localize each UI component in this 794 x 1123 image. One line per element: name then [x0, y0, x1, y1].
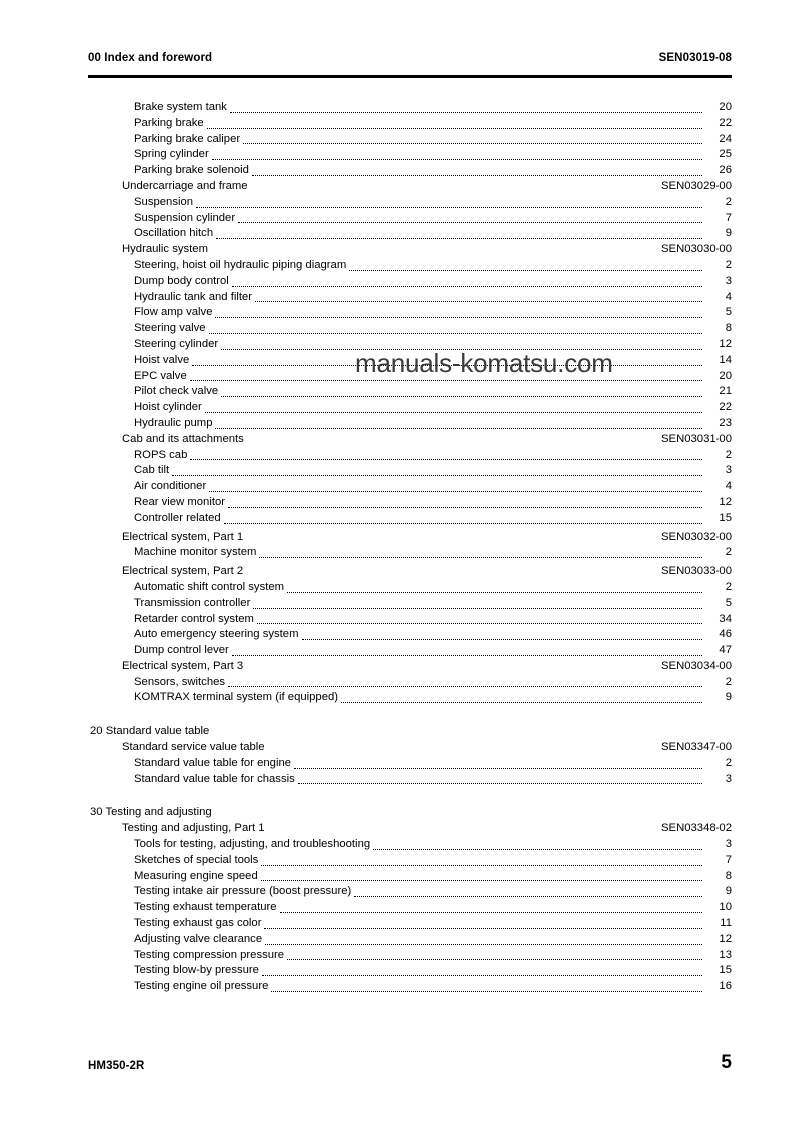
toc-dot-leader — [224, 523, 702, 524]
toc-dot-leader — [232, 655, 702, 656]
toc-dot-leader — [196, 207, 702, 208]
toc-entry — [88, 675, 732, 691]
toc-dot-leader — [298, 783, 702, 784]
toc-entry — [88, 369, 732, 385]
toc-entry — [88, 643, 732, 659]
toc-entry-label: Hydraulic pump — [134, 416, 213, 429]
toc-section-code: SEN03034-00 — [661, 659, 732, 672]
toc-dot-leader — [257, 623, 702, 624]
toc-page-number: 15 — [719, 511, 732, 524]
toc-entry-label: Oscillation hitch — [134, 227, 214, 240]
toc-page-number: 26 — [719, 164, 732, 177]
toc-entry — [88, 384, 732, 400]
toc-dot-leader — [265, 944, 702, 945]
toc-dot-leader — [280, 912, 702, 913]
header-section-title: 00 Index and foreword — [88, 52, 213, 64]
toc-entry-label: 30 Testing and adjusting — [90, 806, 212, 819]
toc-page-number: 23 — [719, 416, 732, 429]
toc-entry-label: Flow amp valve — [134, 306, 213, 319]
toc-dot-leader — [228, 686, 702, 687]
toc-entry — [88, 963, 732, 979]
toc-entry-label: Measuring engine speed — [134, 869, 258, 882]
toc-page-number: 25 — [719, 148, 732, 161]
toc-section-heading — [88, 179, 732, 195]
toc-dot-leader — [238, 222, 702, 223]
toc-entry-label: Cab tilt — [134, 464, 170, 477]
toc-page-number: 2 — [725, 675, 732, 688]
toc-dot-leader — [354, 896, 702, 897]
toc-dot-leader — [172, 475, 702, 476]
toc-dot-leader — [230, 112, 702, 113]
toc-page-number: 2 — [725, 546, 732, 559]
toc-dot-leader — [261, 880, 702, 881]
toc-section-code: SEN03033-00 — [661, 565, 732, 578]
toc-entry-label: Parking brake — [134, 116, 204, 129]
toc-entry-label: Hydraulic system — [122, 243, 209, 256]
toc-dot-leader — [259, 557, 702, 558]
toc-page-number: 3 — [725, 274, 732, 287]
toc-page-number: 12 — [719, 932, 732, 945]
toc-entry — [88, 916, 732, 932]
toc-entry — [88, 416, 732, 432]
toc-dot-leader — [294, 768, 702, 769]
toc-entry — [88, 226, 732, 242]
toc-entry — [88, 932, 732, 948]
toc-entry-label: Spring cylinder — [134, 148, 209, 161]
toc-entry-label: 20 Standard value table — [90, 725, 210, 738]
toc-page-number: 2 — [725, 580, 732, 593]
toc-dot-leader — [287, 959, 702, 960]
toc-section-heading — [88, 530, 732, 546]
toc-page-number: 20 — [719, 369, 732, 382]
toc-dot-leader — [205, 412, 702, 413]
toc-entry-label: Testing compression pressure — [134, 948, 285, 961]
toc-entry — [88, 258, 732, 274]
toc-entry-label: Pilot check valve — [134, 385, 219, 398]
toc-page-number: 7 — [725, 211, 732, 224]
toc-entry — [88, 545, 732, 561]
toc-page-number: 4 — [725, 290, 732, 303]
toc-entry-label: Sketches of special tools — [134, 853, 259, 866]
toc-dot-leader — [261, 865, 702, 866]
toc-entry — [88, 853, 732, 869]
header-divider-rule — [88, 75, 732, 78]
table-of-contents — [88, 100, 732, 995]
toc-page-number: 24 — [719, 132, 732, 145]
toc-entry-label: Suspension cylinder — [134, 211, 236, 224]
watermark-text: manuals-komatsu.com — [355, 348, 613, 378]
toc-dot-leader — [262, 975, 702, 976]
toc-dot-leader — [228, 507, 702, 508]
toc-entry — [88, 353, 732, 369]
toc-entry — [88, 337, 732, 353]
toc-entry — [88, 132, 732, 148]
toc-entry — [88, 163, 732, 179]
toc-entry-label: Cab and its attachments — [122, 432, 244, 445]
toc-page-number: 3 — [725, 464, 732, 477]
toc-dot-leader — [190, 459, 702, 460]
toc-page-number: 2 — [725, 756, 732, 769]
toc-section-heading — [88, 821, 732, 837]
toc-page-number: 9 — [725, 227, 732, 240]
toc-entry — [88, 837, 732, 853]
toc-entry-label: Transmission controller — [134, 596, 251, 609]
toc-section-code: SEN03031-00 — [661, 432, 732, 445]
toc-entry — [88, 580, 732, 596]
toc-page-number: 46 — [719, 628, 732, 641]
toc-page-number: 12 — [719, 495, 732, 508]
toc-page-number: 20 — [719, 101, 732, 113]
toc-entry-label: Testing exhaust temperature — [134, 901, 277, 914]
toc-entry-label: Electrical system, Part 2 — [122, 565, 244, 578]
toc-entry-label: Testing engine oil pressure — [134, 980, 269, 993]
toc-page-number: 22 — [719, 401, 732, 414]
toc-page-number: 11 — [720, 917, 732, 930]
toc-entry — [88, 884, 732, 900]
toc-entry — [88, 479, 732, 495]
toc-entry-label: Standard value table for engine — [134, 756, 292, 769]
toc-entry — [88, 448, 732, 464]
toc-entry-label: Testing blow-by pressure — [134, 964, 259, 977]
toc-page-number: 9 — [725, 691, 732, 704]
toc-section-code: SEN03030-00 — [661, 243, 732, 256]
toc-page-number: 8 — [725, 322, 732, 335]
toc-section-heading — [88, 724, 732, 740]
toc-page-number: 9 — [725, 885, 732, 898]
toc-entry-label: Machine monitor system — [134, 546, 257, 559]
toc-entry — [88, 869, 732, 885]
toc-entry — [88, 948, 732, 964]
toc-entry — [88, 690, 732, 706]
toc-entry-label: Parking brake caliper — [134, 132, 241, 145]
toc-page-number: 5 — [725, 596, 732, 609]
toc-dot-leader — [221, 396, 702, 397]
toc-page-number: 7 — [725, 853, 732, 866]
toc-page-number: 14 — [719, 353, 732, 366]
toc-section-code: SEN03032-00 — [661, 530, 732, 543]
toc-dot-leader — [341, 702, 702, 703]
toc-dot-leader — [215, 317, 702, 318]
toc-entry — [88, 979, 732, 995]
toc-page-number: 3 — [725, 838, 732, 851]
toc-entry-label: KOMTRAX terminal system (if equipped) — [134, 691, 339, 704]
page-header — [88, 52, 732, 64]
toc-page-number: 13 — [719, 948, 732, 961]
toc-page-number: 34 — [719, 612, 732, 625]
toc-entry-label: Air conditioner — [134, 480, 207, 493]
toc-dot-leader — [209, 333, 702, 334]
toc-entry — [88, 195, 732, 211]
toc-entry-label: Hoist valve — [134, 353, 190, 366]
toc-dot-leader — [212, 159, 702, 160]
toc-entry-label: Dump body control — [134, 274, 229, 287]
toc-page-number: 3 — [725, 772, 732, 785]
toc-entry — [88, 116, 732, 132]
toc-page-number: 5 — [725, 306, 732, 319]
toc-section-code: SEN03029-00 — [661, 179, 732, 192]
toc-entry-label: Controller related — [134, 511, 221, 524]
toc-entry-label: Tools for testing, adjusting, and troubleshooting — [134, 838, 371, 851]
toc-entry — [88, 100, 732, 116]
toc-entry-label: Retarder control system — [134, 612, 254, 625]
toc-page-number: 2 — [725, 195, 732, 208]
toc-section-code: SEN03347-00 — [661, 741, 732, 754]
toc-entry — [88, 290, 732, 306]
toc-page-number: 21 — [719, 385, 732, 398]
toc-page-number: 10 — [719, 901, 732, 914]
toc-section-heading — [88, 805, 732, 821]
toc-dot-leader — [207, 128, 702, 129]
toc-section-heading — [88, 564, 732, 580]
toc-entry-label: Adjusting valve clearance — [134, 932, 263, 945]
toc-page-number: 2 — [725, 258, 732, 271]
toc-entry-label: Standard value table for chassis — [134, 772, 295, 785]
toc-dot-leader — [221, 349, 702, 350]
header-document-code: SEN03019-08 — [658, 52, 732, 64]
toc-entry-label: Suspension — [134, 195, 194, 208]
toc-entry-label: Steering valve — [134, 322, 206, 335]
toc-page-number: 22 — [719, 116, 732, 129]
toc-entry-label: Hoist cylinder — [134, 401, 202, 414]
toc-entry-label: ROPS cab — [134, 448, 188, 461]
toc-entry-label: Parking brake solenoid — [134, 164, 249, 177]
toc-section-heading — [88, 740, 732, 756]
toc-entry-label: EPC valve — [134, 369, 187, 382]
toc-page-number: 16 — [719, 980, 732, 993]
toc-entry-label: Testing intake air pressure (boost pressure) — [134, 885, 352, 898]
toc-dot-leader — [271, 991, 702, 992]
toc-entry-label: Hydraulic tank and filter — [134, 290, 253, 303]
toc-entry-label: Undercarriage and frame — [122, 179, 248, 192]
toc-page-number: 8 — [725, 869, 732, 882]
toc-entry — [88, 147, 732, 163]
toc-entry — [88, 274, 732, 290]
toc-entry-label: Rear view monitor — [134, 495, 226, 508]
toc-dot-leader — [287, 592, 702, 593]
toc-dot-leader — [190, 380, 702, 381]
toc-entry-label: Brake system tank — [134, 101, 227, 113]
toc-entry-label: Steering, hoist oil hydraulic piping diagram — [134, 258, 347, 271]
toc-page-number: 12 — [719, 337, 732, 350]
toc-entry — [88, 321, 732, 337]
toc-section-heading — [88, 242, 732, 258]
toc-page-number: 2 — [725, 448, 732, 461]
toc-entry-label: Standard service value table — [122, 741, 265, 754]
toc-entry-label: Testing exhaust gas color — [134, 917, 262, 930]
toc-dot-leader — [192, 365, 702, 366]
toc-entry — [88, 627, 732, 643]
toc-entry-label: Testing and adjusting, Part 1 — [122, 822, 265, 835]
toc-entry-label: Electrical system, Part 1 — [122, 530, 244, 543]
toc-entry — [88, 211, 732, 227]
toc-entry-label: Sensors, switches — [134, 675, 226, 688]
toc-page-number: 47 — [719, 644, 732, 657]
toc-dot-leader — [252, 175, 702, 176]
footer-page-number: 5 — [721, 1052, 732, 1073]
toc-dot-leader — [264, 928, 702, 929]
toc-dot-leader — [232, 286, 702, 287]
toc-dot-leader — [215, 428, 702, 429]
toc-entry-label: Dump control lever — [134, 644, 229, 657]
toc-entry — [88, 495, 732, 511]
toc-dot-leader — [373, 849, 702, 850]
toc-dot-leader — [255, 301, 702, 302]
toc-dot-leader — [216, 238, 702, 239]
footer-model-name: HM350-2R — [88, 1060, 145, 1072]
toc-section-heading — [88, 659, 732, 675]
toc-dot-leader — [253, 608, 702, 609]
toc-page-number: 15 — [719, 964, 732, 977]
toc-entry — [88, 305, 732, 321]
toc-entry — [88, 400, 732, 416]
toc-entry — [88, 756, 732, 772]
toc-dot-leader — [349, 270, 702, 271]
toc-entry-label: Electrical system, Part 3 — [122, 659, 244, 672]
toc-section-code: SEN03348-02 — [661, 822, 732, 835]
toc-entry — [88, 511, 732, 527]
toc-dot-leader — [209, 491, 702, 492]
toc-entry-label: Auto emergency steering system — [134, 628, 299, 641]
toc-section-heading — [88, 432, 732, 448]
toc-dot-leader — [302, 639, 702, 640]
toc-dot-leader — [243, 143, 702, 144]
toc-entry-label: Automatic shift control system — [134, 580, 285, 593]
toc-entry — [88, 596, 732, 612]
toc-entry-label: Steering cylinder — [134, 337, 219, 350]
toc-entry — [88, 772, 732, 788]
toc-entry — [88, 463, 732, 479]
toc-entry — [88, 900, 732, 916]
toc-entry — [88, 612, 732, 628]
toc-page-number: 4 — [725, 480, 732, 493]
